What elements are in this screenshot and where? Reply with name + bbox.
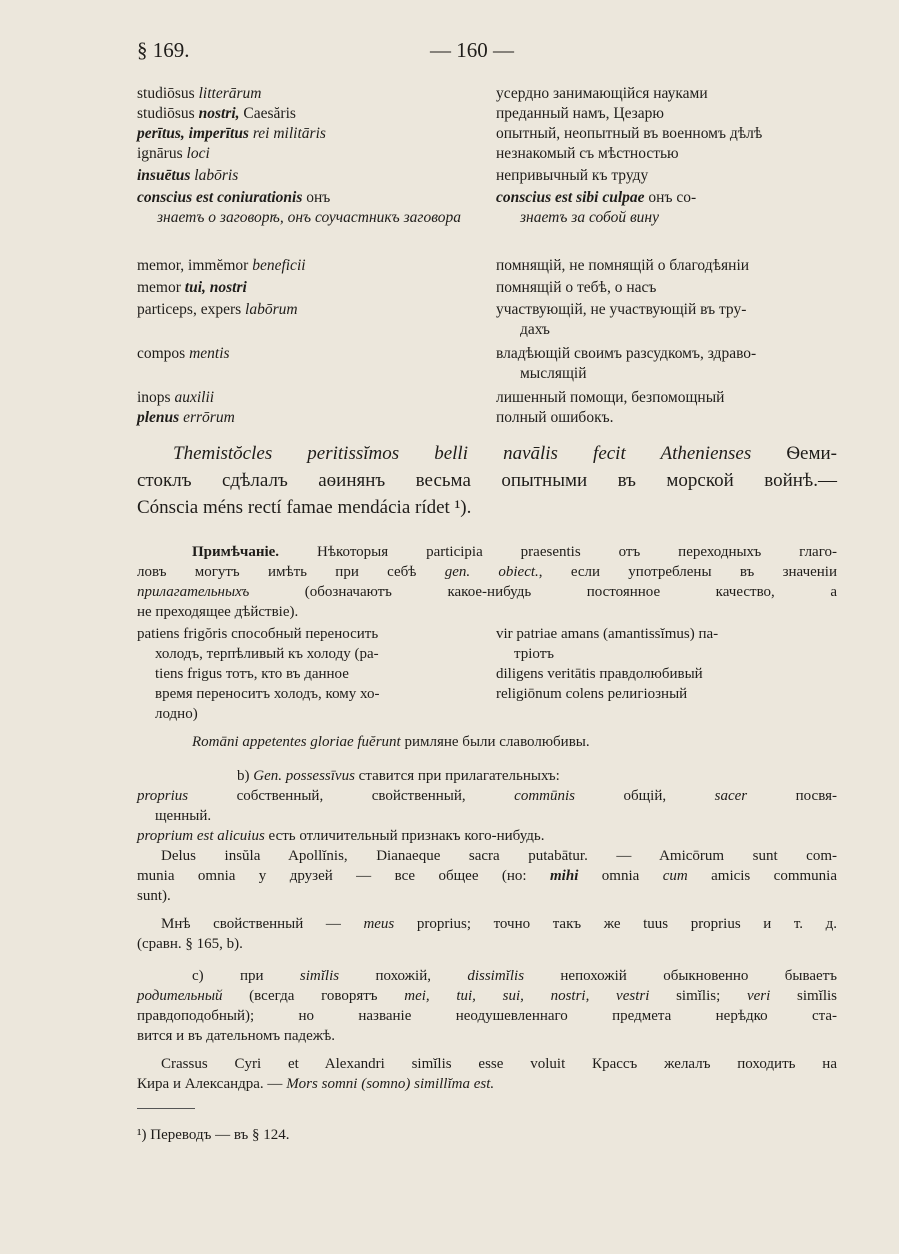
participle-examples: patiens frigŏris способный переносить холодъ, терпѣливый къ холоду (pa- tiens frigus тотъ, кто въ данное время переноситъ холодъ, кому хо- лодно) vir patriae amans (amantissĭmus) па- тріотъ diligens veritātis правдолюбивый religiōnum colens религіозный bbox=[137, 626, 719, 722]
book-page: § 169. — 160 — studiōsus litterārum усердно занимающійся науками studiōsus nostri, Caesăris преданный намъ, Цезарю perītus, imperītus rei militāris опытный, неопытный въ военномъ дѣлѣ ignārus loci незнакомый съ мѣстностью insuētus labōris непривычный къ труду conscius est coniurationis онъ знаетъ о заговорѣ, онъ соучастникъ заговора conscius est sibi culpae онъ со- знаетъ за собой вину memor, immĕmor beneficii помнящій, не помнящій о благодѣяніи memor tui, nostri помнящій о тебѣ, о насъ particeps, expers labōrum участвующій, не участвующій въ тру- дахъ compos mentis владѣющій своимъ разсудкомъ, здраво- мыслящій inops auxilii лишенный помощи, безпомощный plenus errōrum полный ошибокъ. Themistŏcles peritissĭmos belli navālis fecit Athenienses Ѳеми- стоклъ сдѣлалъ аѳинянъ весьма опытными въ морской войнѣ.— Cónscia méns rectí famae mendácia rídet ¹). Примѣчаніе. Нѣкоторыя participia praesentis отъ переходныхъ глаго- ловъ могутъ имѣть при себѣ gen. obiect., если употреблены въ значеніи прилагательныхъ (обозначаютъ какое-нибудь постоянное качество, а не преходящее дѣйствіе). patiens frigŏris способный переносить холодъ, терпѣливый къ холоду (pa- tiens frigus тотъ, кто въ данное время переноситъ холодъ, кому хо- лодно) vir patriae amans (amantissĭmus) па- тріотъ diligens veritātis правдолюбивый religiōnum colens религіозный Romāni appetentes gloriae fuĕrunt римляне были славолюбивы. b) Gen. possessīvus ставится при прилагательныхъ: proprius собственный, свойственный, commūnis общій, sacer посвя- щенный. proprium est alicuius есть отличительный признакъ кого-нибудь. Delus insŭla Apollĭnis, Dianaeque sacra putabātur. — Amicōrum sunt com- munia omnia у друзей — все общее (но: mihi omnia cum amicis communia sunt). Мнѣ свойственный — meus proprius; точно такъ же tuus proprius и т. д. (сравн. § 165, b). c) при simĭlis похожій, dissimĭlis непохожій обыкновенно бываетъ родительный (всегда говорятъ mei, tui, sui, nostri, vestri simĭlis; veri simĭlis правдоподобный); но названіе неодушевленнаго предмета нерѣдко ста- вится и въ дательномъ падежѣ. Crassus Cyri et Alexandri simĭlis esse voluit Крассъ желалъ походить на Кира и Александра. — Mors somni (somno) simillĭma est. ¹) Переводъ — въ § 124. bbox=[137, 38, 837, 1143]
example-paragraph: Themistŏcles peritissĭmos belli navālis fecit Athenienses Ѳеми- стоклъ сдѣлалъ аѳинянъ весьма опытными въ морской войнѣ.— Cónscia méns rectí famae mendácia rídet ¹). bbox=[137, 443, 837, 518]
vocab-row: compos mentis владѣющій своимъ разсудкомъ, здраво- мыслящій bbox=[137, 345, 757, 382]
note-block: Примѣчаніе. Нѣкоторыя participia praesentis отъ переходныхъ глаго- ловъ могутъ имѣть при себѣ gen. obiect., если употреблены въ значеніи прилагательныхъ (обозначаютъ какое-нибудь постоянное качество, а не преходящее дѣйствіе). bbox=[137, 544, 837, 620]
vocab-row: particeps, expers labōrum участвующій, не участвующій въ тру- дахъ bbox=[137, 301, 747, 338]
section-c: c) при simĭlis похожій, dissimĭlis непохожій обыкновенно бываетъ родительный (всегда говорятъ mei, tui, sui, nostri, vestri simĭlis; veri simĭlis правдоподобный); но названіе неодушевленнаго предмета нерѣдко ста- вится и въ дательномъ падежѣ. Crassus Cyri et Alexandri simĭlis esse voluit Крассъ желалъ походить на Кира и Александра. — Mors somni (somno) simillĭma est. bbox=[137, 968, 837, 1092]
note-label: Примѣчаніе. bbox=[192, 544, 280, 560]
vocab-row: conscius est coniurationis онъ знаетъ о заговорѣ, онъ соучастникъ заговора conscius est sibi culpae онъ со- знаетъ за собой вину bbox=[137, 189, 697, 226]
romani-example: Romāni appetentes gloriae fuĕrunt римляне были славолюбивы. bbox=[192, 734, 590, 750]
section-number: § 169. bbox=[137, 38, 190, 62]
page-number: — 160 — bbox=[430, 38, 514, 62]
footnote: ¹) Переводъ — въ § 124. bbox=[137, 1127, 290, 1143]
section-b: b) Gen. possessīvus ставится при прилагательныхъ: proprius собственный, свойственный, commūnis общій, sacer посвя- щенный. proprium est alicuius есть отличительный признакъ кого-нибудь. Delus insŭla Apollĭnis, Dianaeque sacra putabātur. — Amicōrum sunt com- munia omnia у друзей — все общее (но: mihi omnia cum amicis communia sunt). Мнѣ свойственный — meus proprius; точно такъ же tuus proprius и т. д. (сравн. § 165, b). bbox=[137, 768, 837, 952]
footnote-divider bbox=[137, 1108, 195, 1109]
